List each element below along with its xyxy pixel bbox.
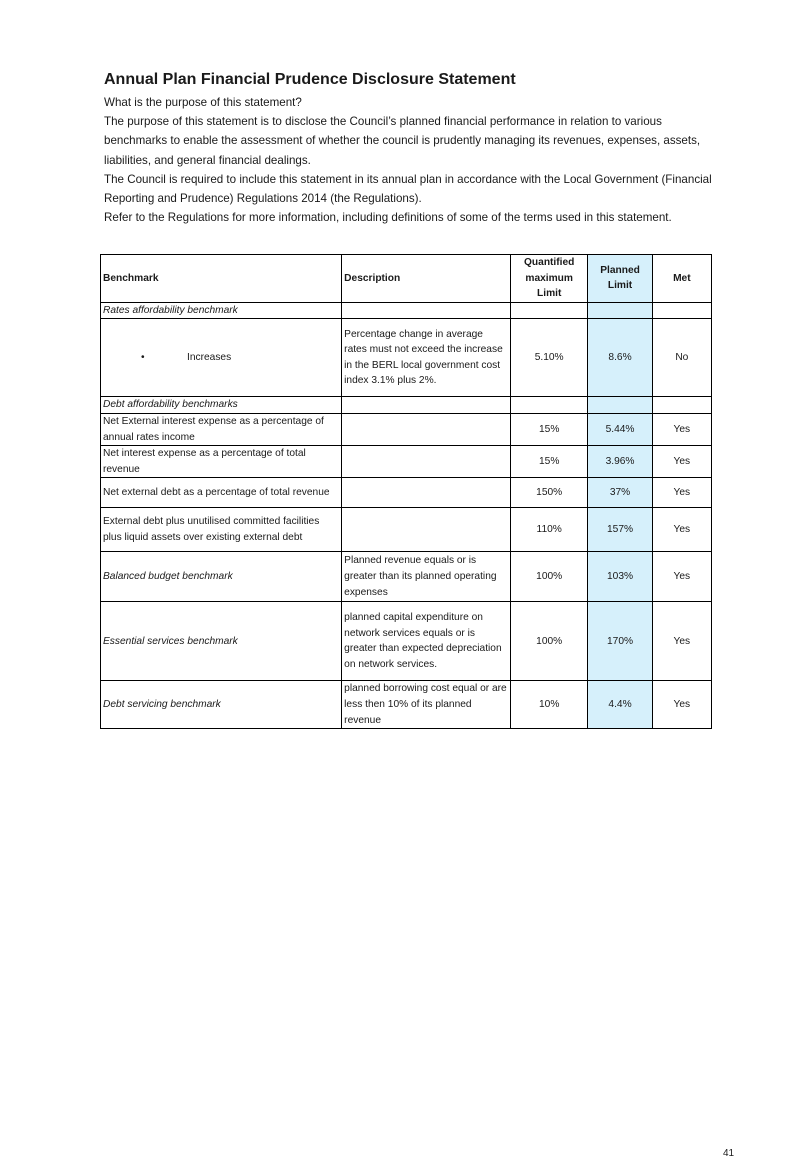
quantified-cell [511,397,588,414]
met-cell: Yes [652,508,711,552]
met-cell: Yes [652,681,711,729]
planned-cell: 8.6% [588,319,652,397]
description-cell [342,478,511,508]
intro-paragraph: The Council is required to include this statement in its annual plan in accordance with the Local Government (Financial Reporting and Prudence) Regulations 2014 (the Regulations). [104,172,712,206]
benchmark-cell: Essential services benchmark [101,602,342,681]
header-met: Met [652,255,711,303]
met-cell: Yes [652,478,711,508]
quantified-cell: 100% [511,602,588,681]
header-quantified-limit: Quantified maximum Limit [511,255,588,303]
table-row [101,413,712,445]
benchmark-cell: External debt plus unutilised committed facilities plus liquid assets over existing external debt [101,508,342,552]
benchmark-cell: Balanced budget benchmark [101,552,342,602]
quantified-cell: 110% [511,508,588,552]
benchmark-cell: Debt servicing benchmark [101,681,342,729]
table-row [101,302,712,319]
planned-cell: 37% [588,478,652,508]
description-cell [342,302,511,319]
met-cell: Yes [652,446,711,478]
description-cell: planned capital expenditure on network services equals or is greater than expected depreciation on network services. [342,602,511,681]
planned-cell: 3.96% [588,446,652,478]
planned-cell: 170% [588,602,652,681]
benchmark-label: Increases [187,352,232,364]
description-cell: Percentage change in average rates must not exceed the increase in the BERL local government cost index 3.1% plus 2%. [342,319,511,397]
table-row [101,552,712,602]
description-cell [342,397,511,414]
quantified-cell: 5.10% [511,319,588,397]
benchmark-cell: Rates affordability benchmark [101,302,342,319]
table-header-row [101,255,712,303]
met-cell [652,397,711,414]
description-cell: planned borrowing cost equal or are less then 10% of its planned revenue [342,681,511,729]
quantified-cell: 10% [511,681,588,729]
quantified-cell: 15% [511,446,588,478]
planned-cell: 103% [588,552,652,602]
table-row [101,446,712,478]
table-row [101,478,712,508]
header-benchmark: Benchmark [101,255,342,303]
met-cell: Yes [652,552,711,602]
benchmark-cell: Net interest expense as a percentage of total revenue [101,446,342,478]
benchmark-cell [101,319,342,397]
table-row [101,681,712,729]
page-title: Annual Plan Financial Prudence Disclosure Statement [104,71,516,88]
description-cell [342,413,511,445]
quantified-cell: 15% [511,413,588,445]
intro-text [104,93,724,227]
table-row [101,508,712,552]
planned-cell [588,302,652,319]
quantified-cell: 100% [511,552,588,602]
met-cell: No [652,319,711,397]
benchmark-cell: Net external debt as a percentage of total revenue [101,478,342,508]
description-cell [342,446,511,478]
header-description: Description [342,255,511,303]
quantified-cell: 150% [511,478,588,508]
table-row [101,397,712,414]
header-planned-limit: Planned Limit [588,255,652,303]
intro-paragraph: What is the purpose of this statement? [104,96,302,109]
benchmark-cell: Debt affordability benchmarks [101,397,342,414]
planned-cell: 4.4% [588,681,652,729]
table-row [101,602,712,681]
description-cell: Planned revenue equals or is greater than its planned operating expenses [342,552,511,602]
bullet-icon: • [141,352,145,364]
planned-cell: 157% [588,508,652,552]
description-cell [342,508,511,552]
intro-paragraph: Refer to the Regulations for more information, including definitions of some of the terms used in this statement. [104,211,672,225]
met-cell: Yes [652,602,711,681]
page-number: 41 [723,1148,735,1159]
quantified-cell [511,302,588,319]
benchmark-table [100,254,712,729]
met-cell [652,302,711,319]
benchmark-cell: Net External interest expense as a percentage of annual rates income [101,413,342,445]
planned-cell: 5.44% [588,413,652,445]
planned-cell [588,397,652,414]
intro-paragraph: The purpose of this statement is to disclose the Council’s planned financial performance in relation to various benchmarks to enable the assessment of whether the council is prudently managing its revenues, expenses, assets, liabilities, and general financial dealings. [104,115,701,167]
table-row [101,319,712,397]
met-cell: Yes [652,413,711,445]
